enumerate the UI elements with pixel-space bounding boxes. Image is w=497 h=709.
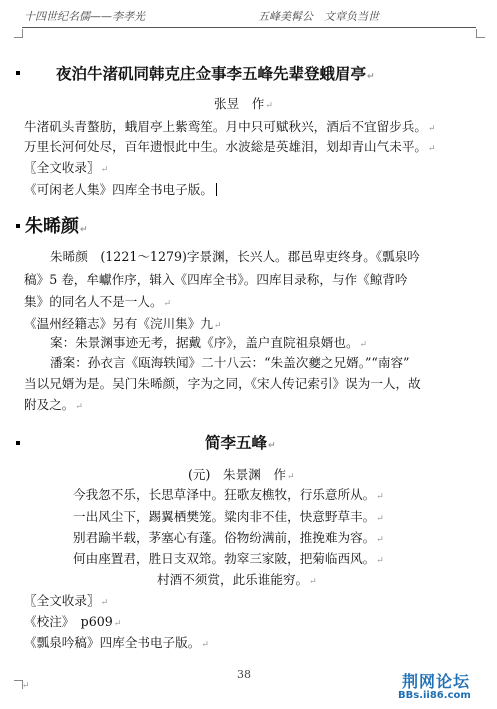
watermark-url: BBs.ii86.com [398, 690, 471, 701]
poem-line: 别君踰半载，茅塞心有蓬。俗物纷满前，推挽难为容。↵ [73, 530, 384, 545]
source-note: 《可闲老人集》四库全书电子版。 [24, 183, 217, 197]
margin-corner-top-left [14, 29, 23, 38]
body-line: 集》的同名人不是一人。↵ [24, 294, 172, 309]
header-left: 十四世纪名儒——李孝光 [24, 10, 145, 23]
source-note: 《瓢泉吟稿》四库全书电子版。↵ [24, 635, 209, 650]
poem-line: 村酒不须赏，此乐谁能穷。↵ [157, 572, 317, 587]
source-note: 《校注》 p609↵ [24, 614, 122, 629]
source-note: 〖全文收录〗↵ [24, 593, 109, 608]
poem-line: 万里长河何处尽，百年遗恨此中生。水波総是英雄泪，划却青山气未平。↵ [24, 139, 436, 154]
end-paragraph-mark: ↵ [22, 681, 30, 691]
poem-author-3: (元) 朱景渊 作↵ [188, 467, 295, 482]
body-line: 朱晞颜 (1221～1279)字景渊，长兴人。郡邑卑吏终身。《瓢泉吟 [50, 249, 420, 264]
poem-line: 何由座置君，胜日支双筇。勃窣三家陂，把菊临西风。↵ [73, 551, 384, 566]
poem-line: 今我忽不乐，长思草泽中。狂歌友樵牧，行乐意所从。↵ [73, 487, 384, 502]
poem-title-1: 夜泊牛渚矶同韩克庄佥事李五峰先辈登蛾眉亭↵ [56, 65, 375, 83]
header-right: 五峰美髯公 文章负当世 [258, 10, 379, 23]
margin-corner-top-right [476, 29, 485, 38]
body-line: 稿》5 卷，牟巘作序，辑入《四库全书》。四库目录称，与作《鲸背吟 [24, 272, 408, 287]
page-number: 38 [237, 668, 251, 681]
body-line: 潘案：孙衣言《瓯海轶闻》二十八云：“朱盖次夔之兄婿。”“南容” [50, 355, 410, 370]
source-note: 〖全文收录〗↵ [24, 160, 109, 175]
poem-line: 一出风尘下，踢翼栖樊笼。粱肉非不佳，快意野草丰。↵ [73, 509, 384, 524]
poem-title-3: 简李五峰↵ [205, 434, 276, 452]
heading-bullet [16, 71, 20, 75]
section-heading-2: 朱晞颜↵ [25, 216, 88, 237]
body-line: 案：朱景渊事迹无考，据戴《序》，盖户直院祖泉婿也。↵ [50, 335, 368, 350]
poem-author-1: 张昱 作↵ [214, 96, 273, 111]
heading-bullet [16, 224, 20, 228]
header-rule [22, 27, 476, 28]
body-line: 附及之。↵ [24, 397, 83, 412]
body-line: 《温州经籍志》另有《浣川集》九↵ [24, 316, 222, 331]
poem-line: 牛渚矶头青螯肪，蛾眉亭上紫鸾笙。月中只可赋秋兴，酒后不宜留步兵。↵ [24, 119, 436, 134]
body-line: 当以兄婿为是。吴门朱晞颜，字为之同，《宋人传记索引》误为一人，故 [24, 376, 421, 391]
watermark-logo: 荆网论坛 [402, 672, 471, 691]
text-cursor[interactable] [216, 183, 217, 196]
heading-bullet [16, 441, 20, 445]
